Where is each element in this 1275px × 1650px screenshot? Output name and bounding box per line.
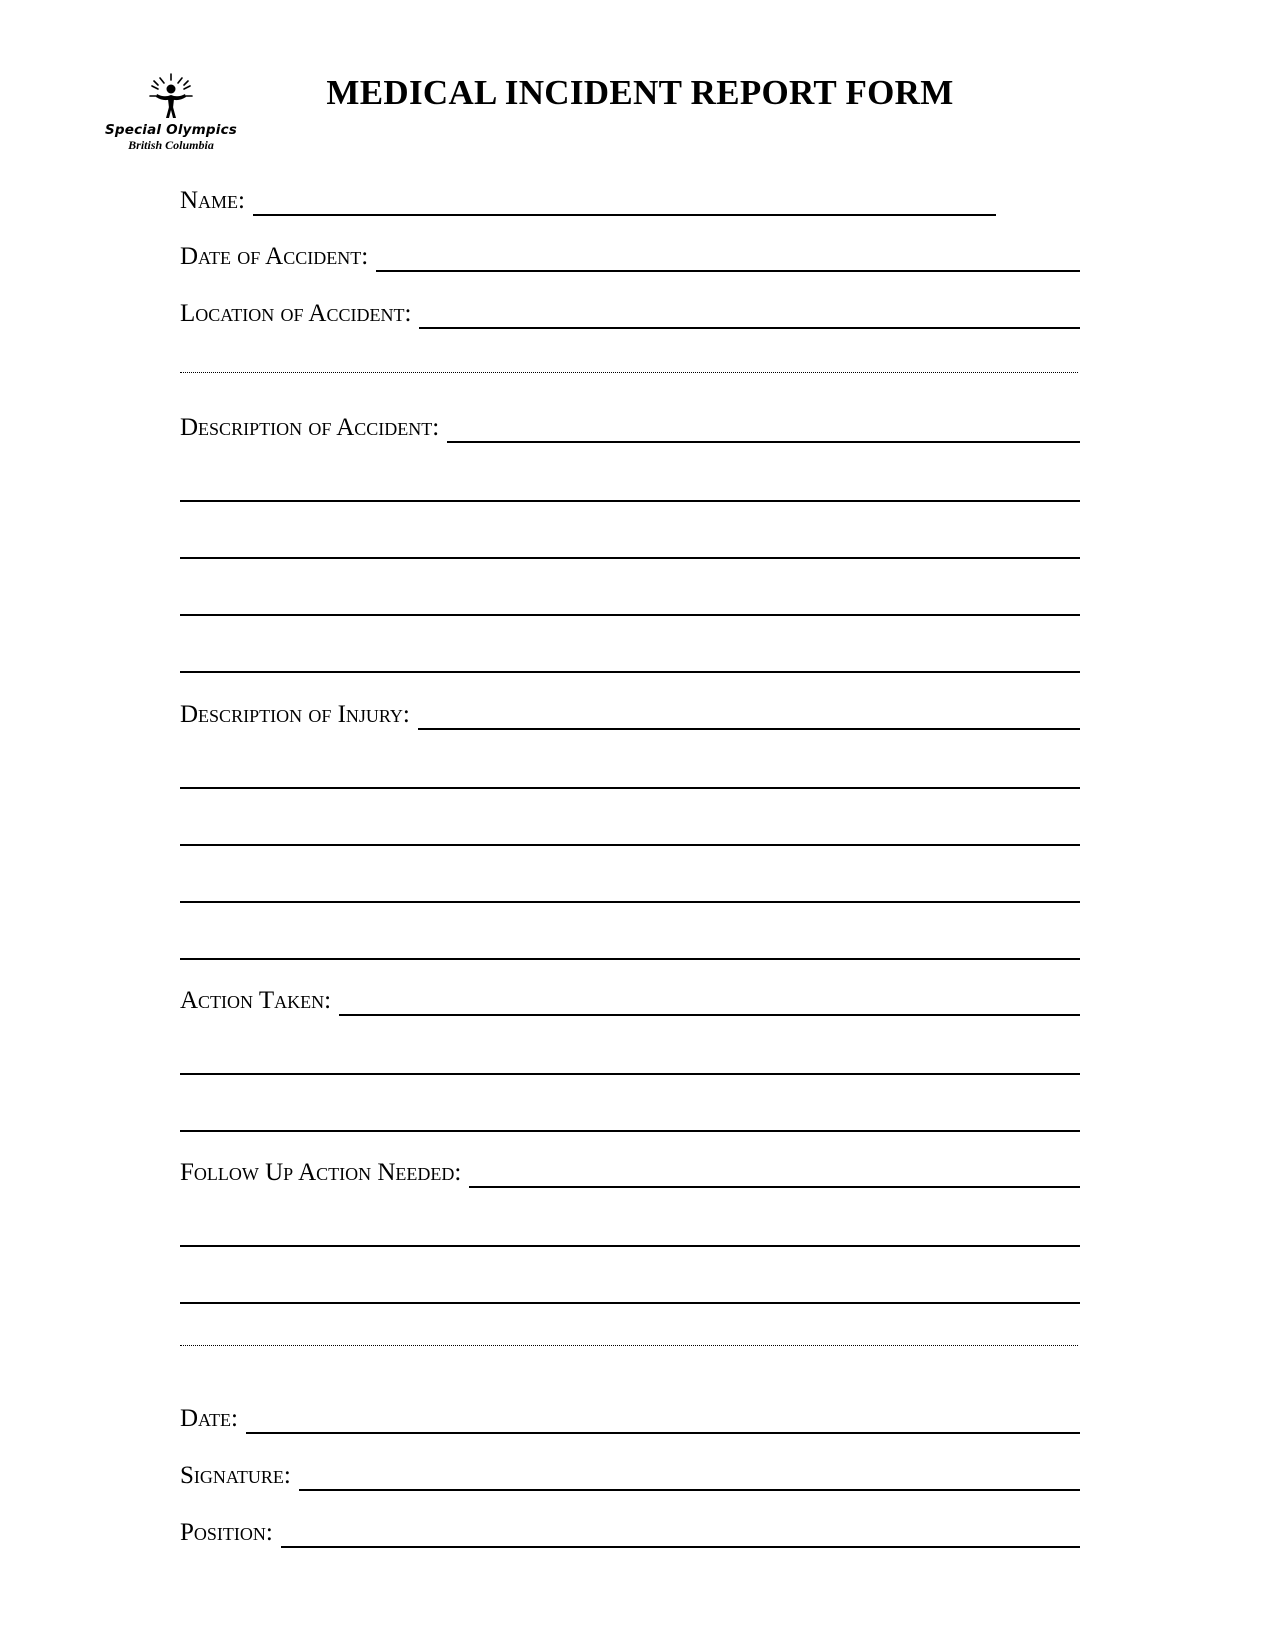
description-of-injury-label: Description of Injury: (180, 701, 410, 728)
date-label: Date: (180, 1405, 238, 1432)
date-of-accident-field (180, 236, 1080, 272)
logo-text-secondary: British Columbia (128, 138, 214, 152)
description-of-injury-continuation-line[interactable] (180, 901, 1080, 903)
page-title: MEDICAL INCIDENT REPORT FORM (326, 73, 954, 112)
name-field (180, 180, 996, 216)
date-of-accident-input-line[interactable] (376, 246, 1080, 272)
follow-up-action-continuation-line[interactable] (180, 1245, 1080, 1247)
description-of-accident-continuation-line[interactable] (180, 500, 1080, 502)
organization-logo (99, 72, 243, 160)
location-of-accident-input-line[interactable] (419, 303, 1080, 329)
section-divider (180, 1345, 1078, 1346)
special-olympics-figure-icon (146, 72, 196, 120)
description-of-injury-continuation-line[interactable] (180, 844, 1080, 846)
signature-label: Signature: (180, 1462, 291, 1489)
follow-up-action-input-line[interactable] (469, 1162, 1080, 1188)
action-taken-input-line[interactable] (339, 990, 1080, 1016)
description-of-accident-label: Description of Accident: (180, 414, 440, 441)
action-taken-field (180, 980, 1080, 1016)
section-divider (180, 372, 1078, 373)
name-label: Name: (180, 187, 245, 214)
date-of-accident-label: Date of Accident: (180, 243, 369, 270)
follow-up-action-label: Follow Up Action Needed: (180, 1159, 462, 1186)
date-input-line[interactable] (246, 1408, 1080, 1434)
description-of-accident-input-line[interactable] (447, 417, 1080, 443)
action-taken-continuation-line[interactable] (180, 1073, 1080, 1075)
action-taken-continuation-line[interactable] (180, 1130, 1080, 1132)
follow-up-action-field (180, 1152, 1080, 1188)
logo-text-primary: Special Olympics (104, 122, 238, 138)
description-of-accident-continuation-line[interactable] (180, 671, 1080, 673)
action-taken-label: Action Taken: (180, 987, 332, 1014)
description-of-injury-input-line[interactable] (418, 704, 1080, 730)
date-field (180, 1398, 1080, 1434)
description-of-injury-continuation-line[interactable] (180, 958, 1080, 960)
location-of-accident-field (180, 293, 1080, 329)
description-of-accident-field (180, 407, 1080, 443)
signature-input-line[interactable] (299, 1465, 1080, 1491)
description-of-injury-continuation-line[interactable] (180, 787, 1080, 789)
position-label: Position: (180, 1519, 273, 1546)
position-field (180, 1512, 1080, 1548)
description-of-injury-field (180, 694, 1080, 730)
position-input-line[interactable] (281, 1522, 1080, 1548)
signature-field (180, 1455, 1080, 1491)
name-input-line[interactable] (253, 190, 996, 216)
follow-up-action-continuation-line[interactable] (180, 1302, 1080, 1304)
location-of-accident-label: Location of Accident: (180, 300, 412, 327)
description-of-accident-continuation-line[interactable] (180, 614, 1080, 616)
description-of-accident-continuation-line[interactable] (180, 557, 1080, 559)
